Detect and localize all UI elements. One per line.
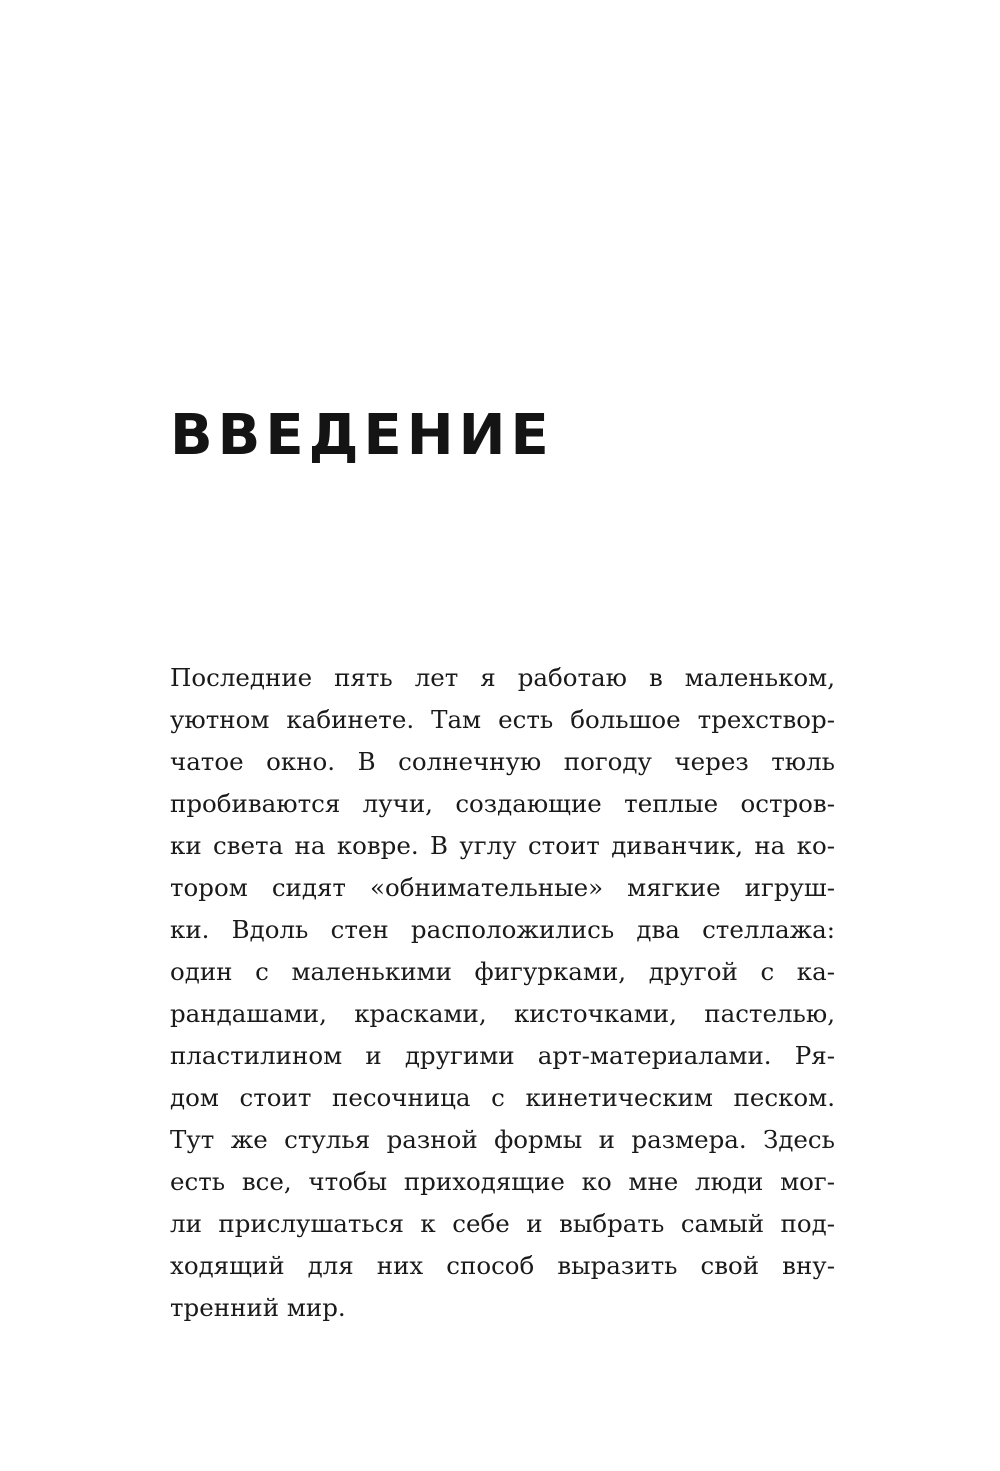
- paragraph-line: чатое окно. В солнечную погоду через тюль: [170, 747, 835, 776]
- paragraph-line: один с маленькими фигурками, другой с ка-: [170, 957, 835, 986]
- paragraph-line: пробиваются лучи, создающие теплые остров-: [170, 789, 835, 818]
- paragraph-line: дом стоит песочница с кинетическим песком.: [170, 1083, 835, 1112]
- paragraph-line: ки света на ковре. В углу стоит диванчик, на ко-: [170, 831, 835, 860]
- intro-paragraph: [170, 657, 835, 1329]
- paragraph-line: рандашами, красками, кисточками, пастелью,: [170, 999, 835, 1028]
- paragraph-line: пластилином и другими арт-материалами. Ря-: [170, 1041, 835, 1070]
- paragraph-line: уютном кабинете. Там есть большое трехствор-: [170, 705, 835, 734]
- paragraph-line: Последние пять лет я работаю в маленьком,: [170, 663, 835, 692]
- paragraph-line: есть все, чтобы приходящие ко мне люди мог-: [170, 1167, 835, 1196]
- paragraph-line: тором сидят «обнимательные» мягкие игруш-: [170, 873, 835, 902]
- paragraph-line: тренний мир.: [170, 1293, 346, 1322]
- paragraph-line: ходящий для них способ выразить свой вну-: [170, 1251, 835, 1280]
- paragraph-line: ли прислушаться к себе и выбрать самый под-: [170, 1209, 835, 1238]
- chapter-title: ВВЕДЕНИЕ: [170, 403, 554, 468]
- paragraph-line: ки. Вдоль стен расположились два стеллажа:: [170, 915, 835, 944]
- paragraph-line: Тут же стулья разной формы и размера. Здесь: [170, 1125, 835, 1154]
